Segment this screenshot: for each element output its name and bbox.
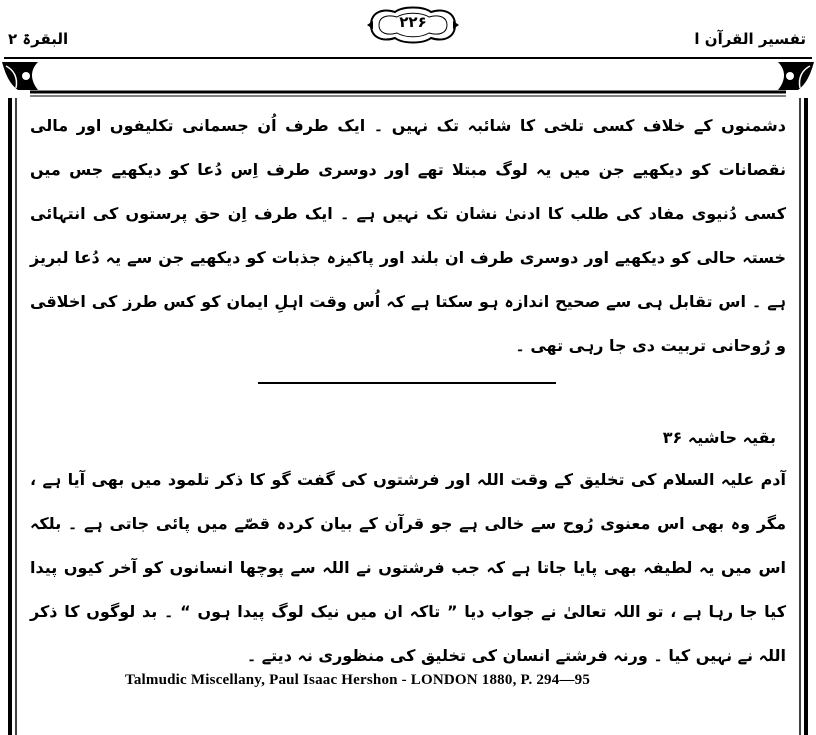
ornamental-corner-right-icon	[778, 62, 814, 90]
surah-name-header: البقرۃ ۲	[8, 30, 69, 48]
page-number: ۲۲۶	[399, 13, 427, 31]
paragraph-1: دشمنوں کے خلاف کسی تلخی کا شائبہ تک نہیں ۔ ایک طرف اُن جسمانی تکلیفوں اور مالی نقصانات کو دیکھیے جن میں یہ لوگ مبتلا تھے اور دوسری طرف اِس دُعا کو دیکھیے جس میں کسی دُنیوی مفاد کی طلب کا ادنیٰ نشان تک نہیں ہے ۔ ایک طرف اِن حق پرستوں کی انتہائی خستہ حالی کو دیکھیے اور دوسری طرف ان بلند اور پاکیزہ جذبات کو دیکھیے جن سے یہ دُعا لبریز ہے ۔ اس تقابل ہی سے صحیح اندازہ ہو سکتا ہے کہ اُس وقت اہلِ ایمان کو کس طرز کی اخلاقی و رُوحانی تربیت دی جا رہی تھی ۔	[30, 116, 786, 355]
citation-reference: Talmudic Miscellany, Paul Isaac Hershon - LONDON 1880, P. 294—95	[125, 672, 591, 688]
book-title-header: تفسیر القرآن ا	[694, 30, 806, 48]
footnote-heading: بقیہ حاشیہ ۳۶	[662, 428, 776, 447]
ornamental-corner-left-icon	[2, 62, 38, 90]
page-number-badge	[365, 4, 461, 46]
paragraph-2: آدم علیہ السلام کی تخلیق کے وقت اللہ اور فرشتوں کی گفت گو کا ذکر تلمود میں بھی آیا ہے ، مگر وہ بھی اس معنوی رُوح سے خالی ہے جو قرآن کے بیان کردہ قصّے میں پائی جاتی ہے ۔ بلکہ اس میں یہ لطیفہ بھی پایا جاتا ہے کہ جب فرشتوں نے اللہ سے پوچھا انسانوں کو آخر کیوں پیدا کیا جا رہا ہے ، تو اللہ تعالیٰ نے جواب دیا ” تاکہ ان میں نیک لوگ پیدا ہوں “ ۔ بد لوگوں کا ذکر اللہ نے نہیں کیا ۔ ورنہ فرشتے انسان کی تخلیق کی منظوری نہ دیتے ۔	[30, 470, 786, 665]
main-text-block	[30, 104, 786, 368]
footnote-text-block	[30, 458, 786, 678]
section-divider	[258, 382, 556, 384]
